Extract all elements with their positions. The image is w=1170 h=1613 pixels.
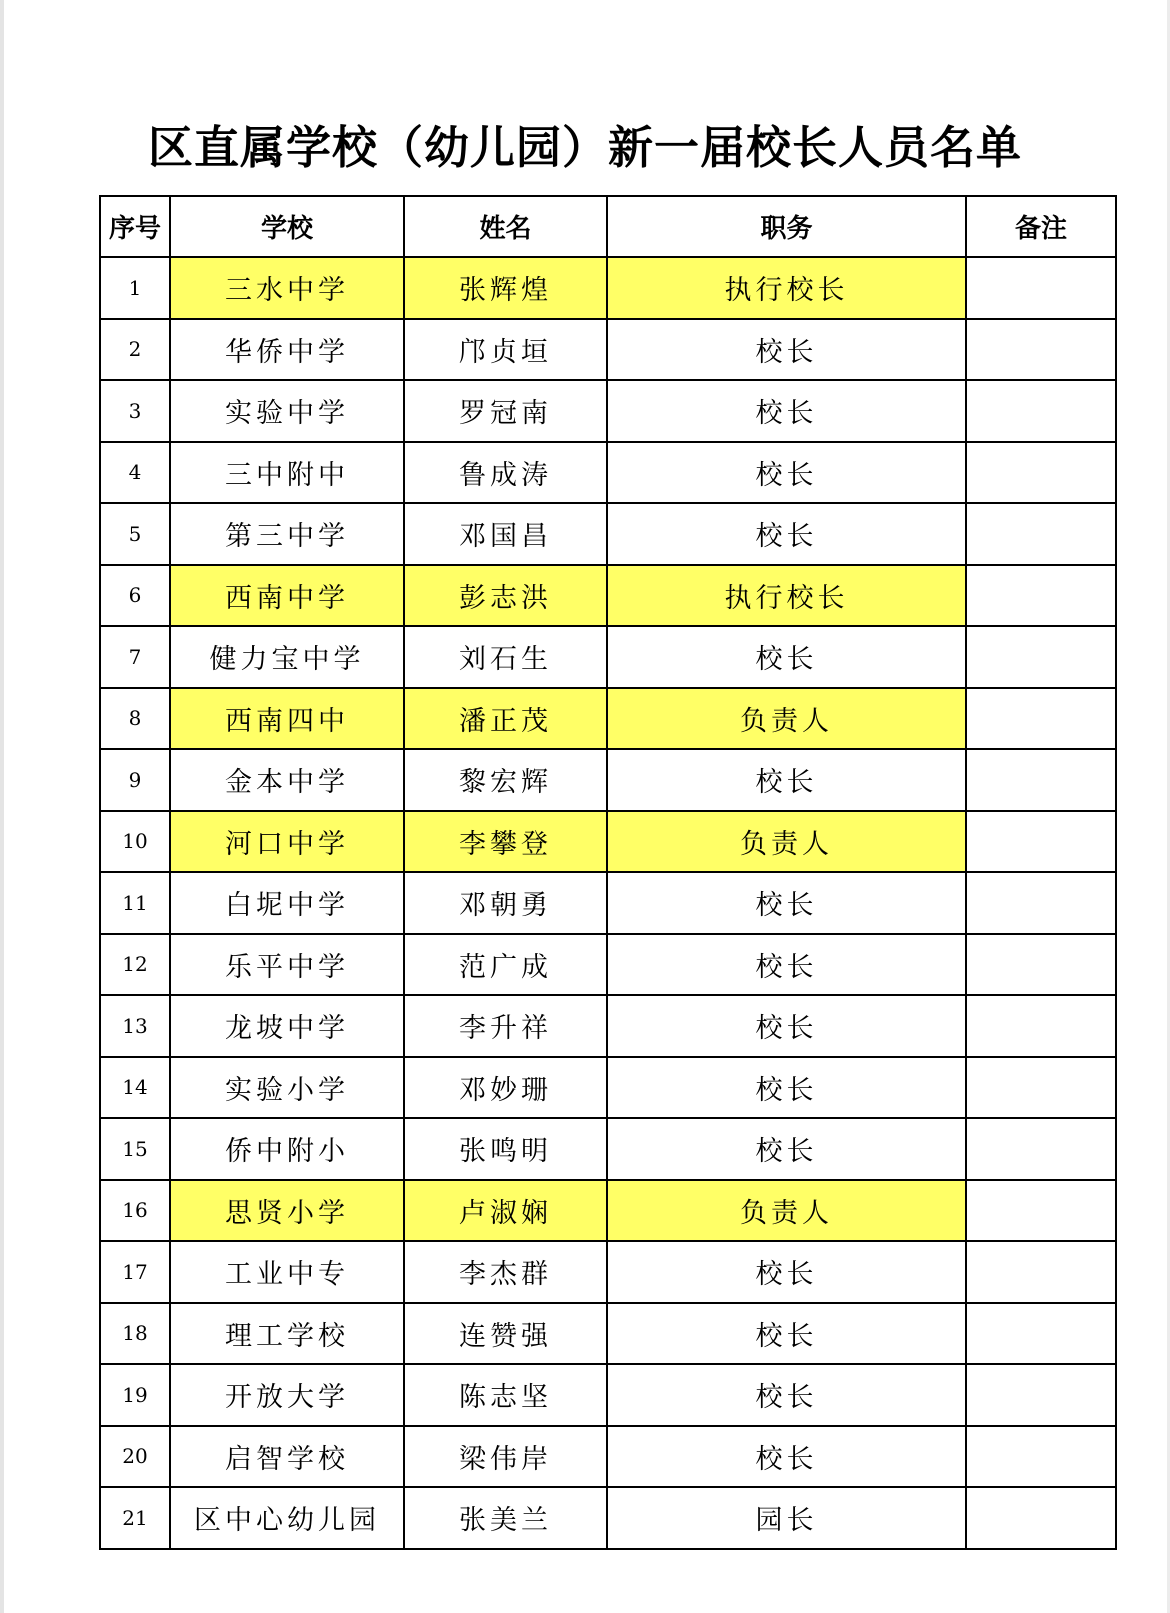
cell-note — [966, 995, 1116, 1057]
table-row — [100, 1426, 1116, 1488]
cell-position: 校长 — [607, 319, 966, 381]
table-row — [100, 872, 1116, 934]
cell-name: 黎宏辉 — [404, 749, 607, 811]
table-row — [100, 319, 1116, 381]
cell-name: 鲁成涛 — [404, 442, 607, 504]
cell-school: 开放大学 — [170, 1364, 404, 1426]
cell-position: 校长 — [607, 380, 966, 442]
table-header-row — [100, 196, 1116, 257]
cell-school: 河口中学 — [170, 811, 404, 873]
table-body — [100, 257, 1116, 1549]
cell-school: 三中附中 — [170, 442, 404, 504]
cell-position: 园长 — [607, 1487, 966, 1549]
cell-note — [966, 1364, 1116, 1426]
cell-school: 华侨中学 — [170, 319, 404, 381]
cell-note — [966, 380, 1116, 442]
table-row — [100, 1057, 1116, 1119]
table-row — [100, 1118, 1116, 1180]
cell-name: 连赞强 — [404, 1303, 607, 1365]
cell-note — [966, 934, 1116, 996]
cell-position: 负责人 — [607, 1180, 966, 1242]
cell-position: 负责人 — [607, 688, 966, 750]
cell-name: 邓朝勇 — [404, 872, 607, 934]
cell-name: 卢淑娴 — [404, 1180, 607, 1242]
cell-name: 张鸣明 — [404, 1118, 607, 1180]
table-row — [100, 688, 1116, 750]
cell-position: 校长 — [607, 995, 966, 1057]
cell-note — [966, 688, 1116, 750]
table-row — [100, 626, 1116, 688]
cell-position: 校长 — [607, 1118, 966, 1180]
cell-index: 8 — [100, 688, 170, 750]
header-school: 学校 — [170, 196, 404, 257]
cell-school: 实验中学 — [170, 380, 404, 442]
cell-name: 范广成 — [404, 934, 607, 996]
cell-name: 彭志洪 — [404, 565, 607, 627]
cell-index: 17 — [100, 1241, 170, 1303]
table-row — [100, 995, 1116, 1057]
cell-name: 李杰群 — [404, 1241, 607, 1303]
cell-school: 白坭中学 — [170, 872, 404, 934]
cell-school: 理工学校 — [170, 1303, 404, 1365]
table-row — [100, 257, 1116, 319]
cell-name: 罗冠南 — [404, 380, 607, 442]
cell-school: 金本中学 — [170, 749, 404, 811]
cell-note — [966, 1057, 1116, 1119]
cell-position: 校长 — [607, 1241, 966, 1303]
cell-note — [966, 749, 1116, 811]
cell-index: 15 — [100, 1118, 170, 1180]
cell-position: 校长 — [607, 872, 966, 934]
header-index: 序号 — [100, 196, 170, 257]
table-row — [100, 1180, 1116, 1242]
cell-index: 21 — [100, 1487, 170, 1549]
cell-index: 9 — [100, 749, 170, 811]
cell-name: 陈志坚 — [404, 1364, 607, 1426]
principal-roster-table — [99, 195, 1117, 1550]
cell-index: 6 — [100, 565, 170, 627]
cell-index: 12 — [100, 934, 170, 996]
cell-name: 邓国昌 — [404, 503, 607, 565]
cell-index: 2 — [100, 319, 170, 381]
cell-position: 校长 — [607, 1364, 966, 1426]
table-row — [100, 503, 1116, 565]
cell-school: 乐平中学 — [170, 934, 404, 996]
cell-note — [966, 1241, 1116, 1303]
cell-note — [966, 872, 1116, 934]
cell-position: 校长 — [607, 1303, 966, 1365]
cell-position: 校长 — [607, 626, 966, 688]
cell-name: 邓妙珊 — [404, 1057, 607, 1119]
cell-note — [966, 1426, 1116, 1488]
cell-note — [966, 565, 1116, 627]
cell-school: 工业中专 — [170, 1241, 404, 1303]
cell-school: 第三中学 — [170, 503, 404, 565]
cell-index: 20 — [100, 1426, 170, 1488]
cell-school: 西南四中 — [170, 688, 404, 750]
table-row — [100, 442, 1116, 504]
cell-index: 1 — [100, 257, 170, 319]
cell-name: 刘石生 — [404, 626, 607, 688]
cell-note — [966, 257, 1116, 319]
cell-note — [966, 811, 1116, 873]
cell-position: 校长 — [607, 749, 966, 811]
cell-school: 区中心幼儿园 — [170, 1487, 404, 1549]
cell-index: 13 — [100, 995, 170, 1057]
cell-name: 张辉煌 — [404, 257, 607, 319]
cell-position: 执行校长 — [607, 565, 966, 627]
cell-position: 校长 — [607, 934, 966, 996]
cell-school: 健力宝中学 — [170, 626, 404, 688]
cell-name: 潘正茂 — [404, 688, 607, 750]
cell-school: 龙坡中学 — [170, 995, 404, 1057]
cell-name: 李升祥 — [404, 995, 607, 1057]
cell-note — [966, 503, 1116, 565]
cell-name: 张美兰 — [404, 1487, 607, 1549]
cell-school: 三水中学 — [170, 257, 404, 319]
table-row — [100, 1487, 1116, 1549]
cell-note — [966, 442, 1116, 504]
cell-note — [966, 319, 1116, 381]
header-name: 姓名 — [404, 196, 607, 257]
cell-school: 启智学校 — [170, 1426, 404, 1488]
cell-position: 校长 — [607, 442, 966, 504]
cell-position: 校长 — [607, 1057, 966, 1119]
cell-name: 邝贞垣 — [404, 319, 607, 381]
table-row — [100, 380, 1116, 442]
cell-note — [966, 626, 1116, 688]
cell-index: 3 — [100, 380, 170, 442]
cell-index: 18 — [100, 1303, 170, 1365]
cell-index: 4 — [100, 442, 170, 504]
cell-index: 11 — [100, 872, 170, 934]
cell-name: 李攀登 — [404, 811, 607, 873]
table-row — [100, 1303, 1116, 1365]
header-position: 职务 — [607, 196, 966, 257]
cell-index: 5 — [100, 503, 170, 565]
cell-position: 负责人 — [607, 811, 966, 873]
cell-index: 19 — [100, 1364, 170, 1426]
cell-name: 梁伟岸 — [404, 1426, 607, 1488]
cell-index: 16 — [100, 1180, 170, 1242]
cell-index: 10 — [100, 811, 170, 873]
table-row — [100, 1364, 1116, 1426]
cell-school: 侨中附小 — [170, 1118, 404, 1180]
cell-note — [966, 1303, 1116, 1365]
header-note: 备注 — [966, 196, 1116, 257]
cell-position: 校长 — [607, 1426, 966, 1488]
cell-note — [966, 1118, 1116, 1180]
table-row — [100, 934, 1116, 996]
cell-school: 西南中学 — [170, 565, 404, 627]
cell-note — [966, 1180, 1116, 1242]
cell-school: 实验小学 — [170, 1057, 404, 1119]
cell-position: 校长 — [607, 503, 966, 565]
document-title: 区直属学校（幼儿园）新一届校长人员名单 — [147, 121, 1022, 174]
cell-index: 7 — [100, 626, 170, 688]
table-row — [100, 811, 1116, 873]
table-row — [100, 565, 1116, 627]
cell-school: 思贤小学 — [170, 1180, 404, 1242]
cell-index: 14 — [100, 1057, 170, 1119]
page-left-edge — [0, 0, 4, 1613]
table-row — [100, 749, 1116, 811]
table-row — [100, 1241, 1116, 1303]
cell-note — [966, 1487, 1116, 1549]
cell-position: 执行校长 — [607, 257, 966, 319]
